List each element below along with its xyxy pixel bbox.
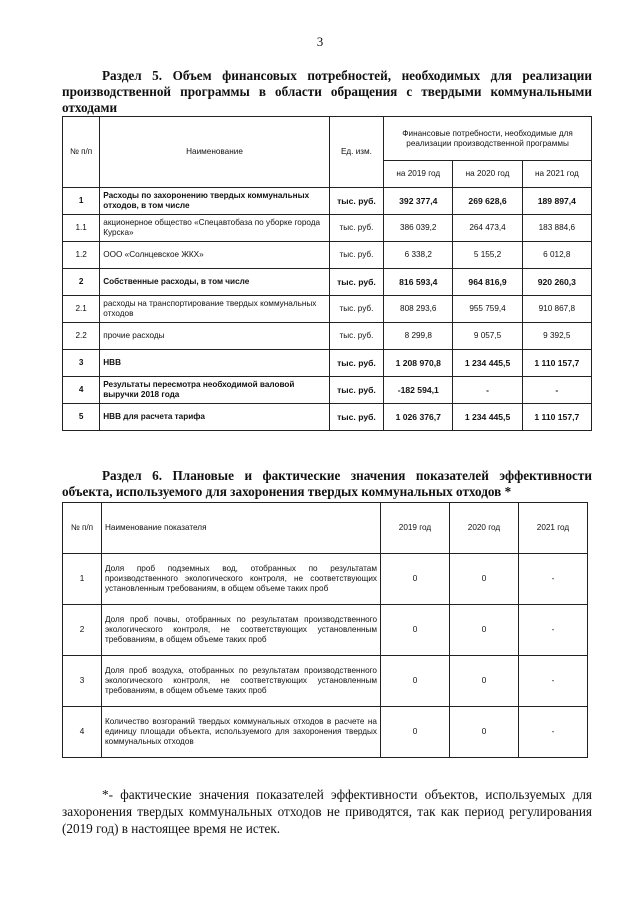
row-value-2021: 1 110 157,7 [522, 350, 591, 377]
row-name: Расходы по захоронению твердых коммунальных отходов, в том числе [100, 188, 330, 215]
efficiency-indicators-table [62, 502, 588, 758]
row-indicator-name: Доля проб воздуха, отобранных по результатам производственного экологического контроля, не соответствующих установленным требованиям, в общем объеме таких проб [102, 656, 381, 707]
row-value-2020: 1 234 445,5 [453, 350, 522, 377]
table-row [63, 269, 592, 296]
row-num: 3 [63, 656, 102, 707]
header-num: № п/п [63, 503, 102, 554]
footnote: *- фактические значения показателей эффективности объектов, используемых для захоронения твердых коммунальных отходов не приводятся, так как период регулирования (2019 год) в настоящее время не истек. [62, 787, 592, 836]
header-year-2020: на 2020 год [453, 161, 522, 188]
section6-title: Раздел 6. Плановые и фактические значения показателей эффективности объекта, используемого для захоронения твердых коммунальных отходов * [62, 468, 592, 499]
table-row [63, 656, 588, 707]
row-name: Собственные расходы, в том числе [100, 269, 330, 296]
row-name: расходы на транспортирование твердых коммунальных отходов [100, 296, 330, 323]
row-value-2021: 183 884,6 [522, 215, 591, 242]
row-value-2020: 0 [450, 707, 519, 758]
row-value-2019: 816 593,4 [384, 269, 453, 296]
header-year-2021: 2021 год [519, 503, 588, 554]
row-num: 5 [63, 404, 100, 431]
row-value-2020: 0 [450, 605, 519, 656]
row-value-2019: 808 293,6 [384, 296, 453, 323]
row-value-2019: 0 [381, 707, 450, 758]
row-value-2020: 964 816,9 [453, 269, 522, 296]
header-num: № п/п [63, 117, 100, 188]
row-num: 3 [63, 350, 100, 377]
row-value-2021: - [519, 656, 588, 707]
row-value-2020: 1 234 445,5 [453, 404, 522, 431]
table-row [63, 605, 588, 656]
row-name: ООО «Солнцевское ЖКХ» [100, 242, 330, 269]
header-unit: Ед. изм. [329, 117, 383, 188]
row-value-2019: -182 594,1 [384, 377, 453, 404]
row-indicator-name: Доля проб почвы, отобранных по результатам производственного экологического контроля, не соответствующих установленным требованиям, в общем объеме таких проб [102, 605, 381, 656]
table-row [63, 350, 592, 377]
row-value-2021: - [522, 377, 591, 404]
row-num: 1.2 [63, 242, 100, 269]
header-year-2021: на 2021 год [522, 161, 591, 188]
table-row [63, 707, 588, 758]
header-financial-group: Финансовые потребности, необходимые для реализации производственной программы [384, 117, 592, 161]
row-value-2019: 6 338,2 [384, 242, 453, 269]
row-value-2019: 1 208 970,8 [384, 350, 453, 377]
row-value-2021: - [519, 707, 588, 758]
row-indicator-name: Количество возгораний твердых коммунальных отходов в расчете на единицу площади объекта, используемого для захоронения твердых коммунальных отходов [102, 707, 381, 758]
row-unit: тыс. руб. [329, 296, 383, 323]
table-row [63, 323, 592, 350]
row-value-2020: 0 [450, 656, 519, 707]
row-value-2021: 9 392,5 [522, 323, 591, 350]
row-value-2020: 269 628,6 [453, 188, 522, 215]
header-year-2019: 2019 год [381, 503, 450, 554]
row-num: 1.1 [63, 215, 100, 242]
row-value-2021: 1 110 157,7 [522, 404, 591, 431]
header-year-2020: 2020 год [450, 503, 519, 554]
row-value-2019: 386 039,2 [384, 215, 453, 242]
header-year-2019: на 2019 год [384, 161, 453, 188]
table-row [63, 554, 588, 605]
row-value-2019: 1 026 376,7 [384, 404, 453, 431]
row-unit: тыс. руб. [329, 323, 383, 350]
row-value-2019: 8 299,8 [384, 323, 453, 350]
row-name: НВВ для расчета тарифа [100, 404, 330, 431]
header-name: Наименование [100, 117, 330, 188]
table-row [63, 296, 592, 323]
row-value-2021: 910 867,8 [522, 296, 591, 323]
row-value-2019: 0 [381, 656, 450, 707]
page-number: 3 [316, 34, 324, 49]
row-value-2020: - [453, 377, 522, 404]
row-name: акционерное общество «Спецавтобаза по уборке города Курска» [100, 215, 330, 242]
financial-needs-table [62, 116, 592, 431]
row-value-2019: 392 377,4 [384, 188, 453, 215]
table-row [63, 404, 592, 431]
table-row [63, 242, 592, 269]
header-indicator-name: Наименование показателя [102, 503, 381, 554]
row-value-2020: 9 057,5 [453, 323, 522, 350]
row-value-2019: 0 [381, 554, 450, 605]
row-num: 1 [63, 554, 102, 605]
row-num: 2 [63, 269, 100, 296]
row-value-2021: 6 012,8 [522, 242, 591, 269]
row-value-2021: - [519, 605, 588, 656]
row-indicator-name: Доля проб подземных вод, отобранных по результатам производственного экологического контроля, не соответствующих установленным требованиям, в общем объеме таких проб [102, 554, 381, 605]
row-value-2021: 189 897,4 [522, 188, 591, 215]
row-num: 2.2 [63, 323, 100, 350]
row-value-2021: 920 260,3 [522, 269, 591, 296]
row-value-2020: 955 759,4 [453, 296, 522, 323]
row-unit: тыс. руб. [329, 350, 383, 377]
row-unit: тыс. руб. [329, 215, 383, 242]
row-unit: тыс. руб. [329, 188, 383, 215]
row-value-2020: 5 155,2 [453, 242, 522, 269]
row-name: НВВ [100, 350, 330, 377]
table-row [63, 188, 592, 215]
row-value-2021: - [519, 554, 588, 605]
row-num: 4 [63, 377, 100, 404]
row-name: Результаты пересмотра необходимой валовой выручки 2018 года [100, 377, 330, 404]
table-row [63, 215, 592, 242]
row-unit: тыс. руб. [329, 269, 383, 296]
row-value-2020: 264 473,4 [453, 215, 522, 242]
row-name: прочие расходы [100, 323, 330, 350]
row-num: 2 [63, 605, 102, 656]
row-unit: тыс. руб. [329, 242, 383, 269]
row-num: 2.1 [63, 296, 100, 323]
row-unit: тыс. руб. [329, 404, 383, 431]
row-num: 1 [63, 188, 100, 215]
row-value-2020: 0 [450, 554, 519, 605]
section5-title: Раздел 5. Объем финансовых потребностей, необходимых для реализации производственной программы в области обращения с твердыми коммунальными отходами [62, 68, 592, 115]
row-num: 4 [63, 707, 102, 758]
row-value-2019: 0 [381, 605, 450, 656]
table-row [63, 377, 592, 404]
row-unit: тыс. руб. [329, 377, 383, 404]
